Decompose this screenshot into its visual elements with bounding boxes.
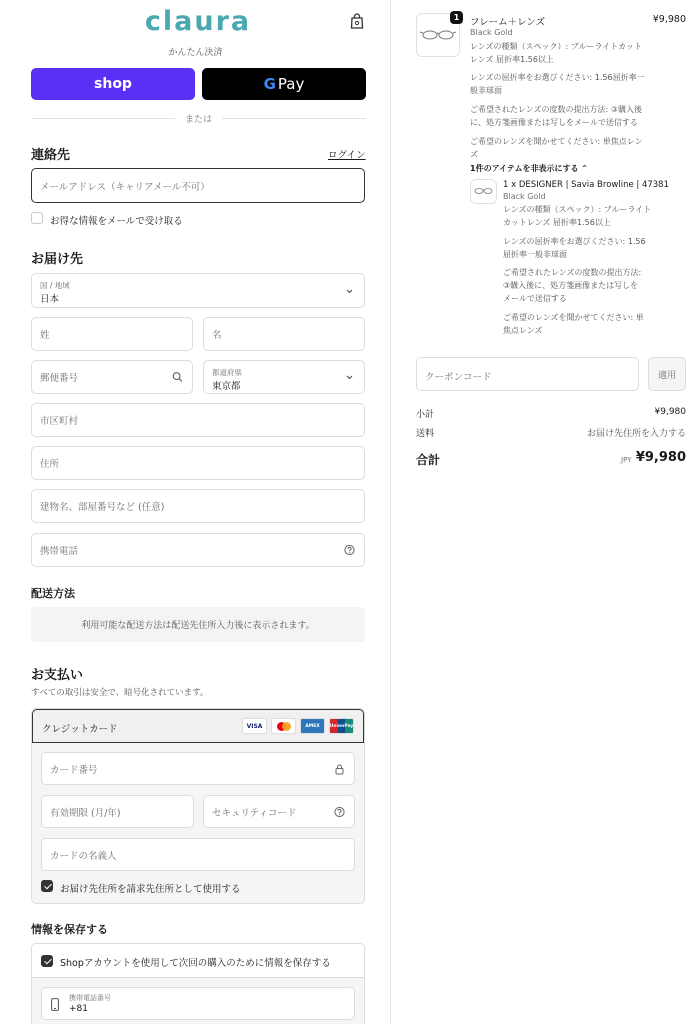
card-brands	[242, 718, 354, 734]
product-name: フレーム＋レンズ	[470, 17, 546, 28]
chevron-down-icon	[344, 372, 355, 383]
amex-icon: AMEX	[300, 718, 325, 734]
product-lens-index: レンズの屈折率をお選びください: 1.56屈折率一 般非球面	[470, 73, 645, 95]
chevron-down-icon	[344, 285, 355, 296]
total-currency: JPY	[621, 456, 632, 464]
shopping-bag-icon[interactable]	[350, 13, 364, 29]
first-name-field[interactable]	[203, 317, 365, 351]
payment-title: お支払い	[31, 668, 84, 683]
product-prescription-method: ご希望されたレンズの度数の提出方法: ③購入後 に、処方箋画像または写しをメールで送信する	[470, 105, 642, 127]
shop-pay-label: shop	[94, 76, 132, 92]
payment-subtitle: すべての取引は安全で、暗号化されています。	[31, 688, 209, 698]
sub-item-name: 1 x DESIGNER | Savia Browline | 47381	[503, 180, 669, 190]
total-label: 合計	[416, 453, 441, 467]
country-label: 国 / 地域	[40, 281, 70, 290]
billing-same-label: お届け先住所を請求先住所として使用する	[60, 884, 241, 895]
save-info-panel	[31, 943, 365, 1024]
product-variant: Black Gold	[470, 28, 513, 37]
shop-save-option[interactable]	[32, 944, 364, 978]
sub-item-lens-index: レンズの屈折率をお選びください: 1.56 屈折率一般非球面	[503, 237, 646, 259]
shop-save-checkbox[interactable]	[41, 955, 53, 967]
mastercard-icon	[271, 718, 296, 734]
phone-field[interactable]	[31, 533, 365, 567]
lock-icon	[334, 763, 345, 774]
total-value: ¥9,980	[635, 450, 686, 465]
shipping-fee-label: 送料	[416, 429, 435, 439]
visa-icon: VISA	[242, 718, 267, 734]
mobile-phone-field[interactable]	[41, 987, 355, 1020]
sub-item-lens-choice: ご希望のレンズを聞かせてください: 単 焦点レンズ	[503, 313, 644, 335]
email-field[interactable]	[31, 168, 365, 203]
expiry-placeholder: 有効期限 (月/年)	[50, 807, 121, 819]
login-link[interactable]: ログイン	[328, 150, 366, 161]
credit-card-label: クレジットカード	[42, 724, 118, 735]
card-number-field[interactable]	[41, 752, 355, 785]
phone-placeholder: 携帯電話	[40, 546, 79, 557]
mobile-phone-icon	[51, 998, 59, 1011]
shop-save-label: Shopアカウントを使用して次回の購入のために情報を保存する	[60, 958, 331, 969]
security-code-placeholder: セキュリティコード	[212, 807, 297, 819]
newsletter-label: お得な情報をメールで受け取る	[50, 216, 183, 227]
shipping-title: 配送方法	[31, 587, 75, 600]
postal-code-field[interactable]	[31, 360, 193, 394]
search-icon[interactable]	[172, 372, 183, 383]
glasses-icon	[471, 180, 496, 203]
help-icon[interactable]	[334, 806, 345, 817]
sub-item-prescription-method: ご希望されたレンズの度数の提出方法: ③購入後に、処方箋画像または写しを メールで送信する	[503, 268, 642, 303]
country-select[interactable]	[31, 273, 365, 308]
last-name-placeholder: 姓	[40, 330, 50, 341]
brand-logo	[128, 6, 268, 36]
security-code-field[interactable]	[203, 795, 355, 828]
sub-item-thumbnail	[470, 179, 497, 204]
save-info-title: 情報を保存する	[31, 923, 108, 936]
credit-card-panel	[31, 708, 365, 904]
shipping-info-box	[31, 607, 365, 642]
google-g-icon: G	[263, 75, 276, 93]
postal-code-placeholder: 郵便番号	[40, 373, 79, 384]
prefecture-label: 都道府県	[212, 368, 242, 377]
prefecture-value: 東京都	[212, 381, 241, 392]
card-number-placeholder: カード番号	[50, 764, 98, 776]
hide-items-toggle[interactable]: 1件のアイテムを非表示にする ⌃	[470, 164, 588, 173]
mobile-phone-value: +81	[69, 1004, 88, 1014]
or-divider	[31, 112, 366, 124]
apply-coupon-button[interactable]: 適用	[648, 357, 686, 391]
credit-card-option[interactable]	[32, 709, 364, 743]
subtotal-label: 小計	[416, 410, 435, 420]
google-pay-button[interactable]	[202, 68, 366, 100]
first-name-placeholder: 名	[212, 330, 222, 341]
email-placeholder: メールアドレス（キャリアメール不可）	[40, 181, 210, 193]
sub-item-variant: Black Gold	[503, 192, 546, 201]
coupon-placeholder: クーポンコード	[425, 372, 492, 383]
product-price: ¥9,980	[652, 14, 686, 25]
address-placeholder: 住所	[40, 459, 60, 470]
prefecture-select[interactable]	[203, 360, 365, 394]
country-value: 日本	[40, 294, 60, 305]
building-field[interactable]	[31, 489, 365, 523]
card-name-field[interactable]	[41, 838, 355, 871]
help-icon[interactable]	[344, 545, 355, 556]
expiry-field[interactable]	[41, 795, 194, 828]
google-pay-label: Pay	[277, 75, 305, 93]
coupon-field[interactable]	[416, 357, 639, 391]
product-lens-type: レンズの種類（スペック）: ブルーライトカット レンズ 屈折率1.56以上	[470, 42, 642, 64]
product-lens-choice: ご希望のレンズを聞かせてください: 単焦点レン ズ	[470, 137, 643, 159]
newsletter-checkbox[interactable]	[31, 212, 43, 224]
subtotal-value: ¥9,980	[654, 407, 686, 417]
building-placeholder: 建物名、部屋番号など (任意)	[40, 502, 165, 513]
shipping-fee-value: お届け先住所を入力する	[586, 429, 686, 439]
or-label: または	[185, 114, 213, 125]
contact-title: 連絡先	[31, 148, 71, 163]
express-checkout-title: かんたん決済	[168, 48, 223, 58]
city-placeholder: 市区町村	[40, 416, 79, 427]
delivery-title: お届け先	[31, 252, 84, 267]
billing-same-checkbox[interactable]	[41, 880, 53, 892]
last-name-field[interactable]	[31, 317, 193, 351]
shipping-info-text: 利用可能な配送方法は配送先住所入力後に表示されます。	[81, 621, 315, 631]
mobile-phone-label: 携帯電話番号	[69, 994, 111, 1002]
sub-item-lens-type: レンズの種類（スペック）: ブルーライト カットレンズ 屈折率1.56以上	[503, 205, 652, 227]
city-field[interactable]	[31, 403, 365, 437]
save-info-body	[32, 978, 364, 1024]
svg-text:claura: claura	[144, 6, 252, 36]
quantity-badge: 1	[450, 11, 463, 24]
unionpay-icon: UnionPay	[329, 718, 354, 734]
address-field[interactable]	[31, 446, 365, 480]
shop-pay-button[interactable]	[31, 68, 195, 100]
card-name-placeholder: カードの名義人	[50, 850, 117, 862]
